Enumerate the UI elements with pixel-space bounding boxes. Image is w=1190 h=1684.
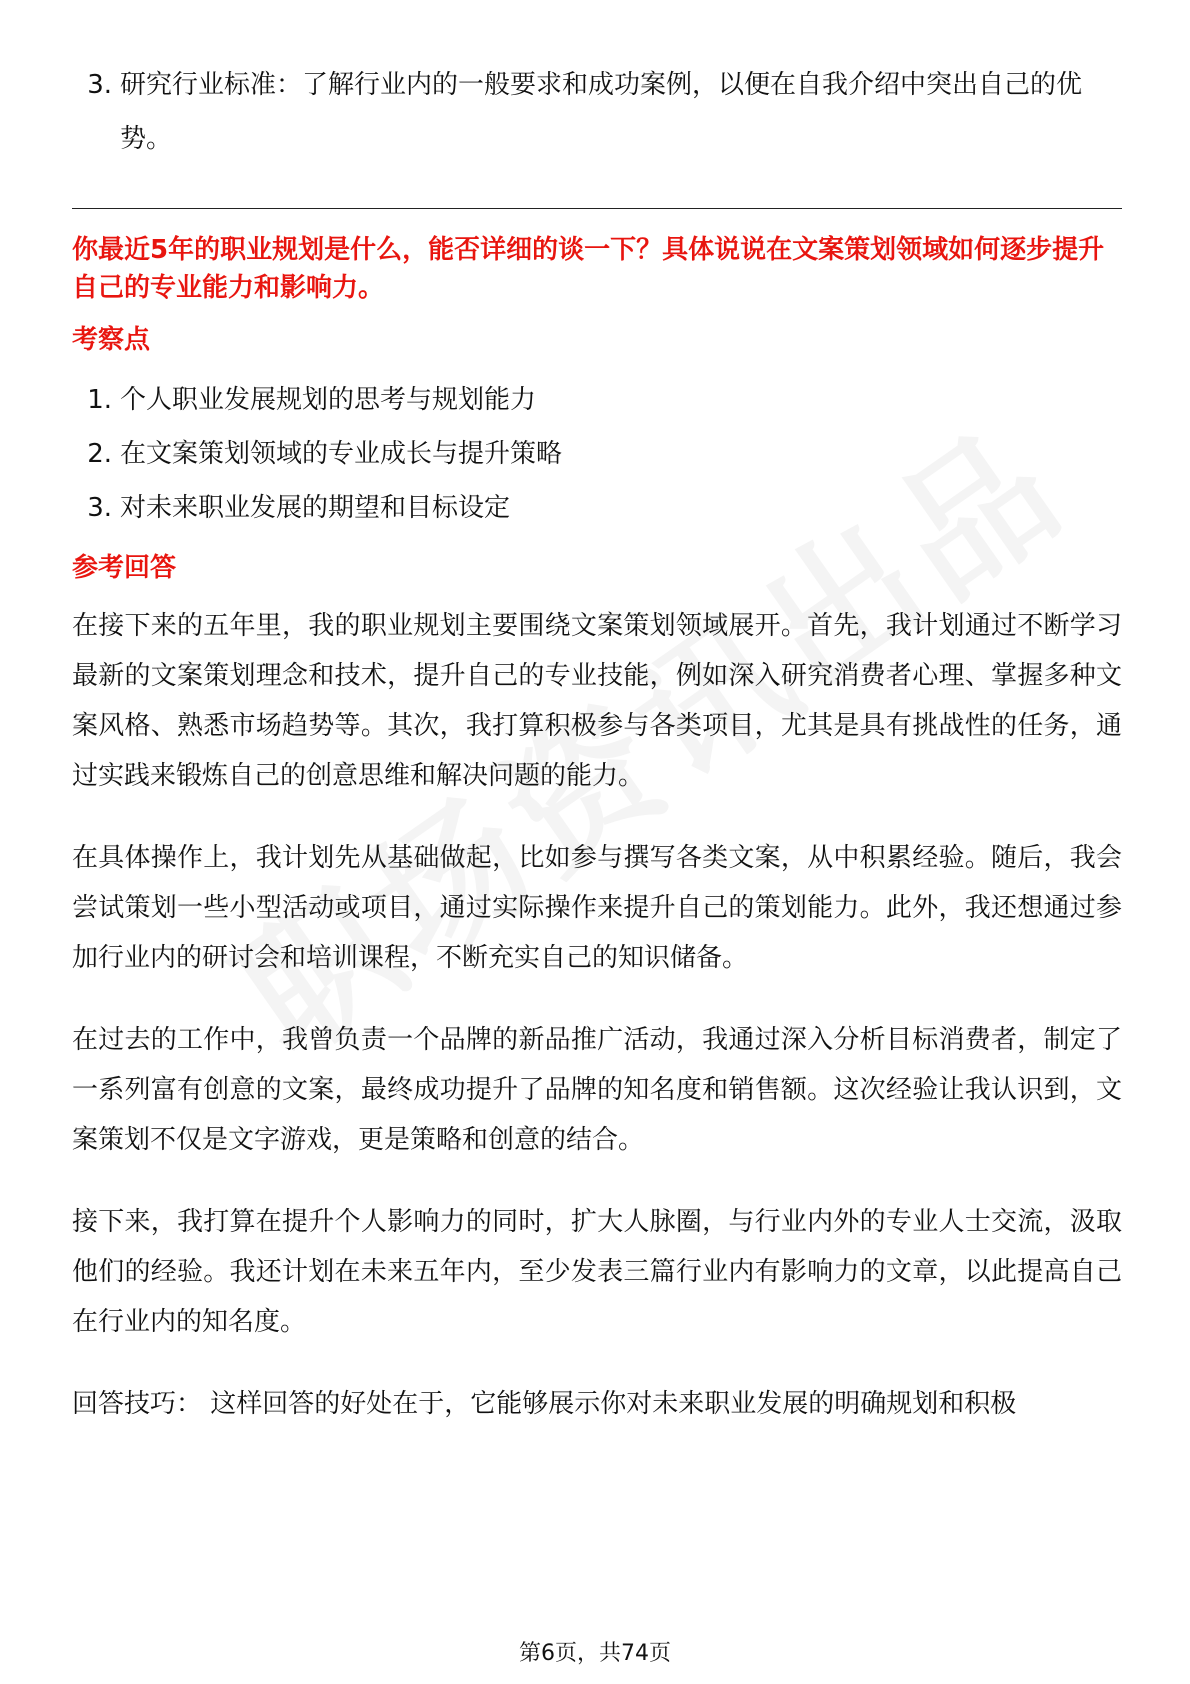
- list-text: 个人职业发展规划的思考与规划能力: [120, 385, 537, 415]
- page-number: 第6页，共74页: [519, 1641, 671, 1666]
- points-heading: 考察点: [72, 325, 151, 355]
- answer-paragraph: 接下来，我打算在提升个人影响力的同时，扩大人脉圈，与行业内外的专业人士交流，汲取他们的经验。我还计划在未来五年内，至少发表三篇行业内有影响力的文章，以此提高自己在行业内的知名度。: [72, 1207, 1122, 1337]
- list-text: 对未来职业发展的期望和目标设定: [120, 493, 511, 523]
- list-item: [72, 481, 1122, 535]
- points-list: [72, 373, 1122, 535]
- intro-list: [72, 58, 1122, 166]
- list-item: [72, 427, 1122, 481]
- answer-paragraph: 在接下来的五年里，我的职业规划主要围绕文案策划领域展开。首先，我计划通过不断学习最新的文案策划理念和技术，提升自己的专业技能，例如深入研究消费者心理、掌握多种文案风格、熟悉市场趋势等。其次，我打算积极参与各类项目，尤其是具有挑战性的任务，通过实践来锻炼自己的创意思维和解决问题的能力。: [72, 611, 1122, 791]
- list-item: [72, 373, 1122, 427]
- list-text: 在文案策划领域的专业成长与提升策略: [120, 439, 563, 469]
- list-text: 研究行业标准：了解行业内的一般要求和成功案例，以便在自我介绍中突出自己的优势。: [120, 70, 1083, 154]
- list-number: 1.: [87, 385, 112, 415]
- answer-heading: 参考回答: [72, 553, 177, 583]
- answer-tip-paragraph: 回答技巧： 这样回答的好处在于，它能够展示你对未来职业发展的明确规划和积极: [72, 1389, 1017, 1419]
- list-number: 3.: [87, 70, 112, 100]
- section-divider: [72, 208, 1122, 209]
- list-number: 3.: [87, 493, 112, 523]
- list-number: 2.: [87, 439, 112, 469]
- answer-paragraph: 在具体操作上，我计划先从基础做起，比如参与撰写各类文案，从中积累经验。随后，我会尝试策划一些小型活动或项目，通过实际操作来提升自己的策划能力。此外，我还想通过参加行业内的研讨会和培训课程，不断充实自己的知识储备。: [72, 843, 1122, 973]
- question-heading: 你最近5年的职业规划是什么，能否详细的谈一下？具体说说在文案策划领域如何逐步提升自己的专业能力和影响力。: [72, 235, 1105, 303]
- list-item: [72, 58, 1122, 166]
- answer-paragraph: 在过去的工作中，我曾负责一个品牌的新品推广活动，我通过深入分析目标消费者，制定了一系列富有创意的文案，最终成功提升了品牌的知名度和销售额。这次经验让我认识到，文案策划不仅是文字游戏，更是策略和创意的结合。: [72, 1025, 1122, 1155]
- page-content: [72, 58, 1122, 1461]
